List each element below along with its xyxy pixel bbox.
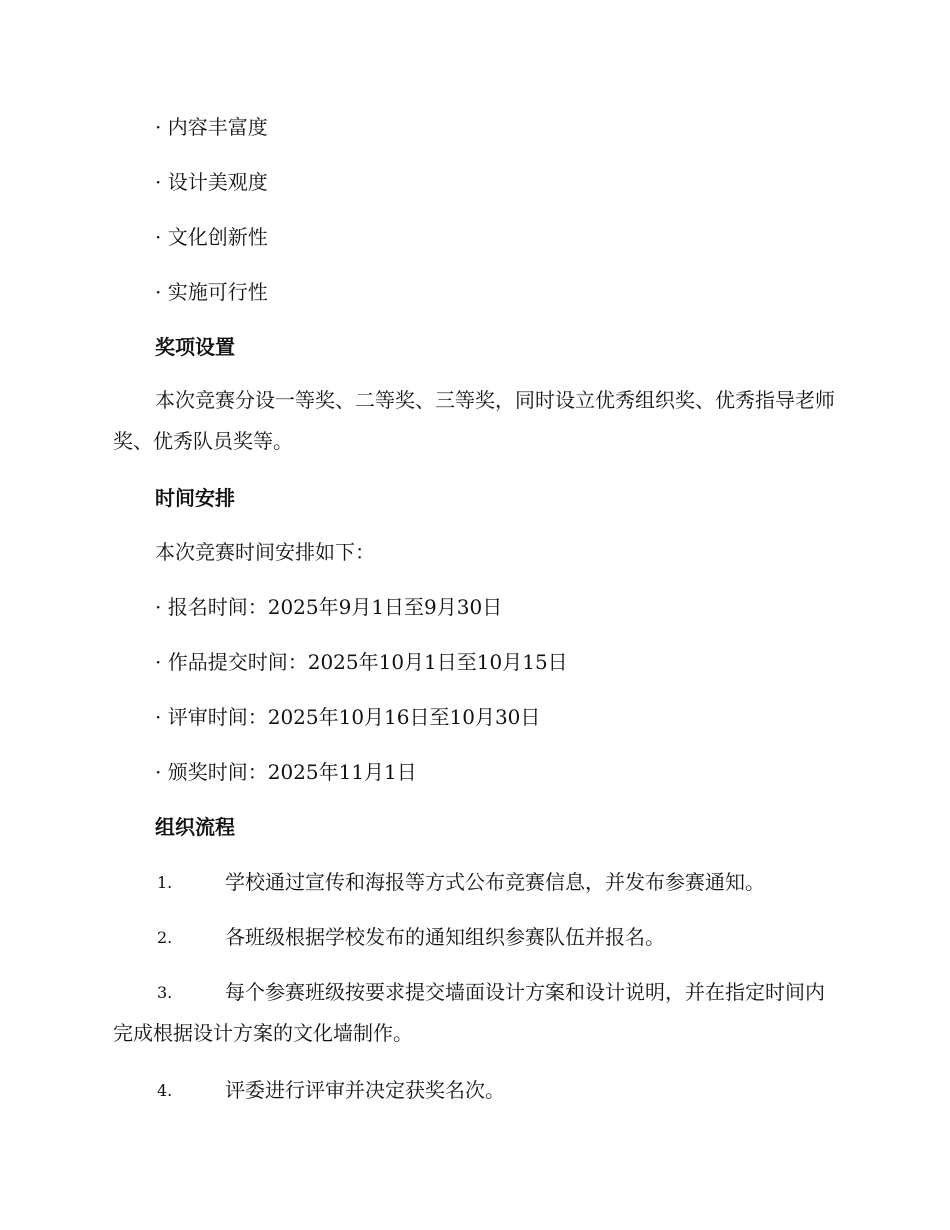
process-heading: 组织流程 (155, 815, 235, 839)
schedule-item-ceremony: · 颁奖时间：2025年11月1日 (155, 760, 417, 784)
awards-heading: 奖项设置 (155, 335, 235, 359)
process-step-number: 4. (157, 1081, 173, 1100)
schedule-heading: 时间安排 (155, 486, 235, 510)
schedule-intro: 本次竞赛时间安排如下： (155, 540, 375, 564)
criteria-item-feasibility: · 实施可行性 (155, 280, 268, 304)
process-step-number: 3. (157, 983, 173, 1002)
schedule-item-review: · 评审时间：2025年10月16日至10月30日 (155, 705, 541, 729)
schedule-item-registration: · 报名时间：2025年9月1日至9月30日 (155, 595, 503, 619)
process-step-number: 1. (157, 873, 173, 892)
criteria-item-content: · 内容丰富度 (155, 115, 268, 139)
process-step-number: 2. (157, 928, 173, 947)
process-step-text: 学校通过宣传和海报等方式公布竞赛信息，并发布参赛通知。 (225, 870, 765, 894)
awards-paragraph: 本次竞赛分设一等奖、二等奖、三等奖，同时设立优秀组织奖、优秀指导老师奖、优秀队员奖等。 (113, 388, 835, 453)
process-step-text: 各班级根据学校发布的通知组织参赛队伍并报名。 (225, 925, 665, 949)
schedule-item-submission: · 作品提交时间：2025年10月1日至10月15日 (155, 650, 568, 674)
process-step-text: 评委进行评审并决定获奖名次。 (225, 1078, 505, 1102)
criteria-item-innovation: · 文化创新性 (155, 225, 268, 249)
criteria-item-design: · 设计美观度 (155, 170, 268, 194)
process-step-text: 每个参赛班级按要求提交墙面设计方案和设计说明，并在指定时间内完成根据设计方案的文化墙制作。 (113, 980, 825, 1045)
